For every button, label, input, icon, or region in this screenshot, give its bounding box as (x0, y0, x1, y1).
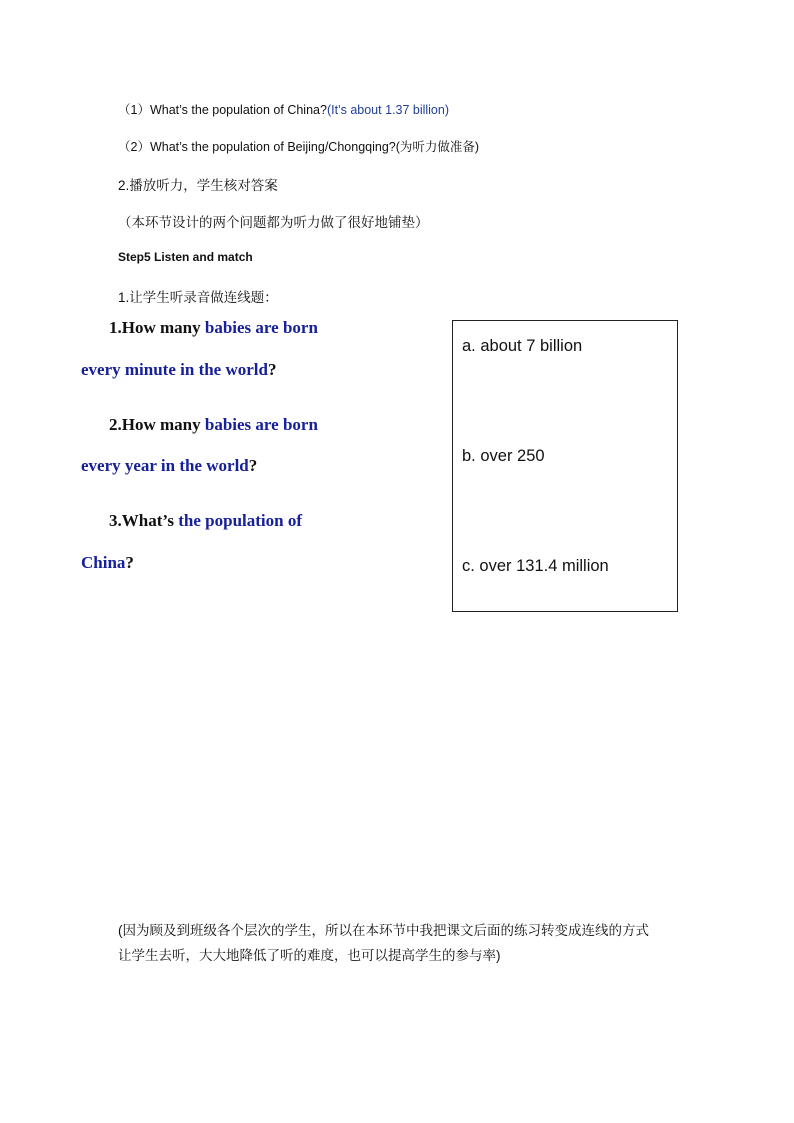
question-number: 1. (109, 318, 122, 337)
question-number: （2） (118, 140, 150, 154)
question-text-blue: babies are born (204, 318, 318, 337)
step5-title: Step5 Listen and match (118, 250, 253, 264)
question-text-blue: the population of (178, 511, 303, 530)
question-text-blue: every minute in the world (81, 360, 268, 379)
question-answer: (It’s about 1.37 billion) (326, 103, 450, 117)
question-number: 2. (109, 415, 122, 434)
question-text: What’s the population of China? (149, 103, 327, 117)
question-text-blue: every year in the world (81, 456, 249, 475)
answers-box (452, 320, 678, 612)
question-number: （1） (118, 103, 150, 117)
question-text-black: What’s (121, 511, 179, 530)
listen-question-2-cont (81, 456, 257, 476)
answer-option-a: a. about 7 billion (462, 337, 583, 355)
listen-question-1-cont (81, 360, 276, 380)
question-text-black: How many (121, 318, 205, 337)
listen-question-2 (109, 415, 318, 435)
answer-option-c: c. over 131.4 million (462, 557, 609, 575)
question-text-black: How many (121, 415, 205, 434)
question-text-blue: China (81, 553, 126, 572)
question-mark: ? (125, 553, 134, 572)
question-text-blue: babies are born (204, 415, 318, 434)
footer-note-line-1: (因为顾及到班级各个层次的学生，所以在本环节中我把课文后面的练习转变成连线的方式 (118, 923, 649, 938)
question-mark: ? (267, 360, 277, 379)
question-number: 3. (109, 511, 122, 530)
footer-note-line-2: 让学生去听，大大地降低了听的难度，也可以提高学生的参与率) (118, 948, 501, 963)
question-text: What’s the population of Beijing/Chongqing?(为听力做准备) (149, 140, 480, 154)
answer-option-b: b. over 250 (462, 447, 545, 465)
step-2-text: 2.播放听力，学生核对答案 (118, 178, 278, 193)
intro-question-2 (118, 137, 479, 155)
design-note: （本环节设计的两个问题都为听力做了很好地铺垫） (118, 215, 429, 230)
step5-instruction: 1.让学生听录音做连线题： (118, 290, 278, 305)
listen-question-3-cont (81, 553, 134, 573)
listen-question-3 (109, 511, 302, 531)
listen-question-1 (109, 318, 318, 338)
intro-question-1 (118, 100, 449, 118)
question-mark: ? (248, 456, 258, 475)
